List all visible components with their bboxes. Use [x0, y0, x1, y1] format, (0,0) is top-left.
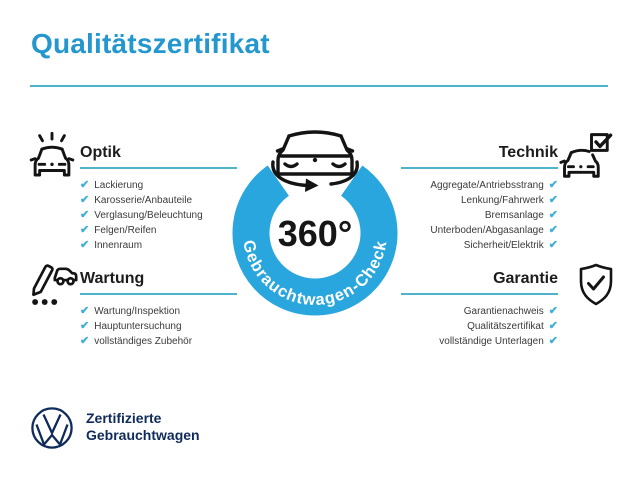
list-item — [80, 208, 237, 223]
car-360-icon — [273, 132, 357, 192]
section-optik — [80, 144, 237, 253]
vw-logo — [30, 406, 74, 450]
checklist — [80, 304, 237, 349]
list-item — [80, 319, 237, 334]
item-label: Aggregate/Antriebsstrang — [430, 180, 544, 191]
ring-label: Gebrauchtwagen-Check — [239, 238, 391, 310]
item-label: vollständiges Zubehör — [94, 336, 193, 347]
inspection-pencil-car-icon — [25, 258, 79, 310]
list-item — [401, 238, 558, 253]
checklist — [80, 178, 237, 253]
item-label: Felgen/Reifen — [94, 225, 157, 236]
check-icon: ✔ — [548, 194, 558, 206]
car-checkbox-icon — [558, 129, 616, 183]
list-item — [80, 223, 237, 238]
section-divider — [80, 167, 237, 169]
checklist — [401, 178, 558, 253]
item-label: Lenkung/Fahrwerk — [460, 195, 544, 206]
item-label: Verglasung/Beleuchtung — [94, 210, 203, 221]
list-item — [401, 208, 558, 223]
badge-360-check — [227, 112, 407, 322]
item-label: vollständige Unterlagen — [439, 336, 544, 347]
list-item — [401, 223, 558, 238]
item-label: Innenraum — [94, 240, 143, 251]
item-label: Sicherheit/Elektrik — [463, 240, 544, 251]
item-label: Qualitätszertifikat — [467, 321, 544, 332]
section-title: Wartung — [80, 270, 145, 287]
item-label: Lackierung — [94, 180, 144, 191]
title-divider — [30, 85, 608, 87]
list-item — [80, 334, 237, 349]
list-item — [401, 178, 558, 193]
car-shine-icon — [25, 130, 79, 184]
check-icon: ✔ — [548, 305, 558, 317]
page-title: Qualitätszertifikat — [31, 28, 270, 59]
check-icon: ✔ — [548, 335, 558, 347]
section-title: Technik — [498, 144, 558, 161]
section-divider — [80, 293, 237, 295]
brand-lockup — [86, 410, 200, 444]
list-item — [401, 304, 558, 319]
section-title: Optik — [80, 144, 121, 161]
section-garantie — [401, 270, 558, 349]
section-technik — [401, 144, 558, 253]
section-wartung — [80, 270, 237, 349]
section-title: Garantie — [493, 270, 558, 287]
check-icon: ✔ — [80, 320, 90, 332]
check-icon: ✔ — [548, 239, 558, 251]
item-label: Garantienachweis — [463, 306, 544, 317]
check-icon: ✔ — [548, 209, 558, 221]
check-icon: ✔ — [80, 224, 90, 236]
section-divider — [401, 293, 558, 295]
item-label: Karosserie/Anbauteile — [94, 195, 193, 206]
item-label: Unterboden/Abgasanlage — [430, 225, 544, 236]
shield-check-icon — [572, 260, 620, 310]
list-item — [401, 319, 558, 334]
check-icon: ✔ — [80, 305, 90, 317]
list-item — [401, 193, 558, 208]
list-item — [80, 238, 237, 253]
checklist — [401, 304, 558, 349]
check-icon: ✔ — [548, 224, 558, 236]
list-item — [401, 334, 558, 349]
center-label: 360° — [277, 213, 353, 254]
check-icon: ✔ — [80, 194, 90, 206]
check-icon: ✔ — [80, 239, 90, 251]
list-item — [80, 178, 237, 193]
list-item — [80, 304, 237, 319]
brand-line2: Gebrauchtwagen — [86, 427, 200, 443]
check-icon: ✔ — [548, 179, 558, 191]
item-label: Wartung/Inspektion — [94, 306, 181, 317]
brand-line1: Zertifizierte — [86, 410, 162, 426]
check-icon: ✔ — [80, 335, 90, 347]
item-label: Hauptuntersuchung — [94, 321, 182, 332]
item-label: Bremsanlage — [484, 210, 544, 221]
check-icon: ✔ — [80, 209, 90, 221]
check-icon: ✔ — [80, 179, 90, 191]
check-icon: ✔ — [548, 320, 558, 332]
list-item — [80, 193, 237, 208]
section-divider — [401, 167, 558, 169]
